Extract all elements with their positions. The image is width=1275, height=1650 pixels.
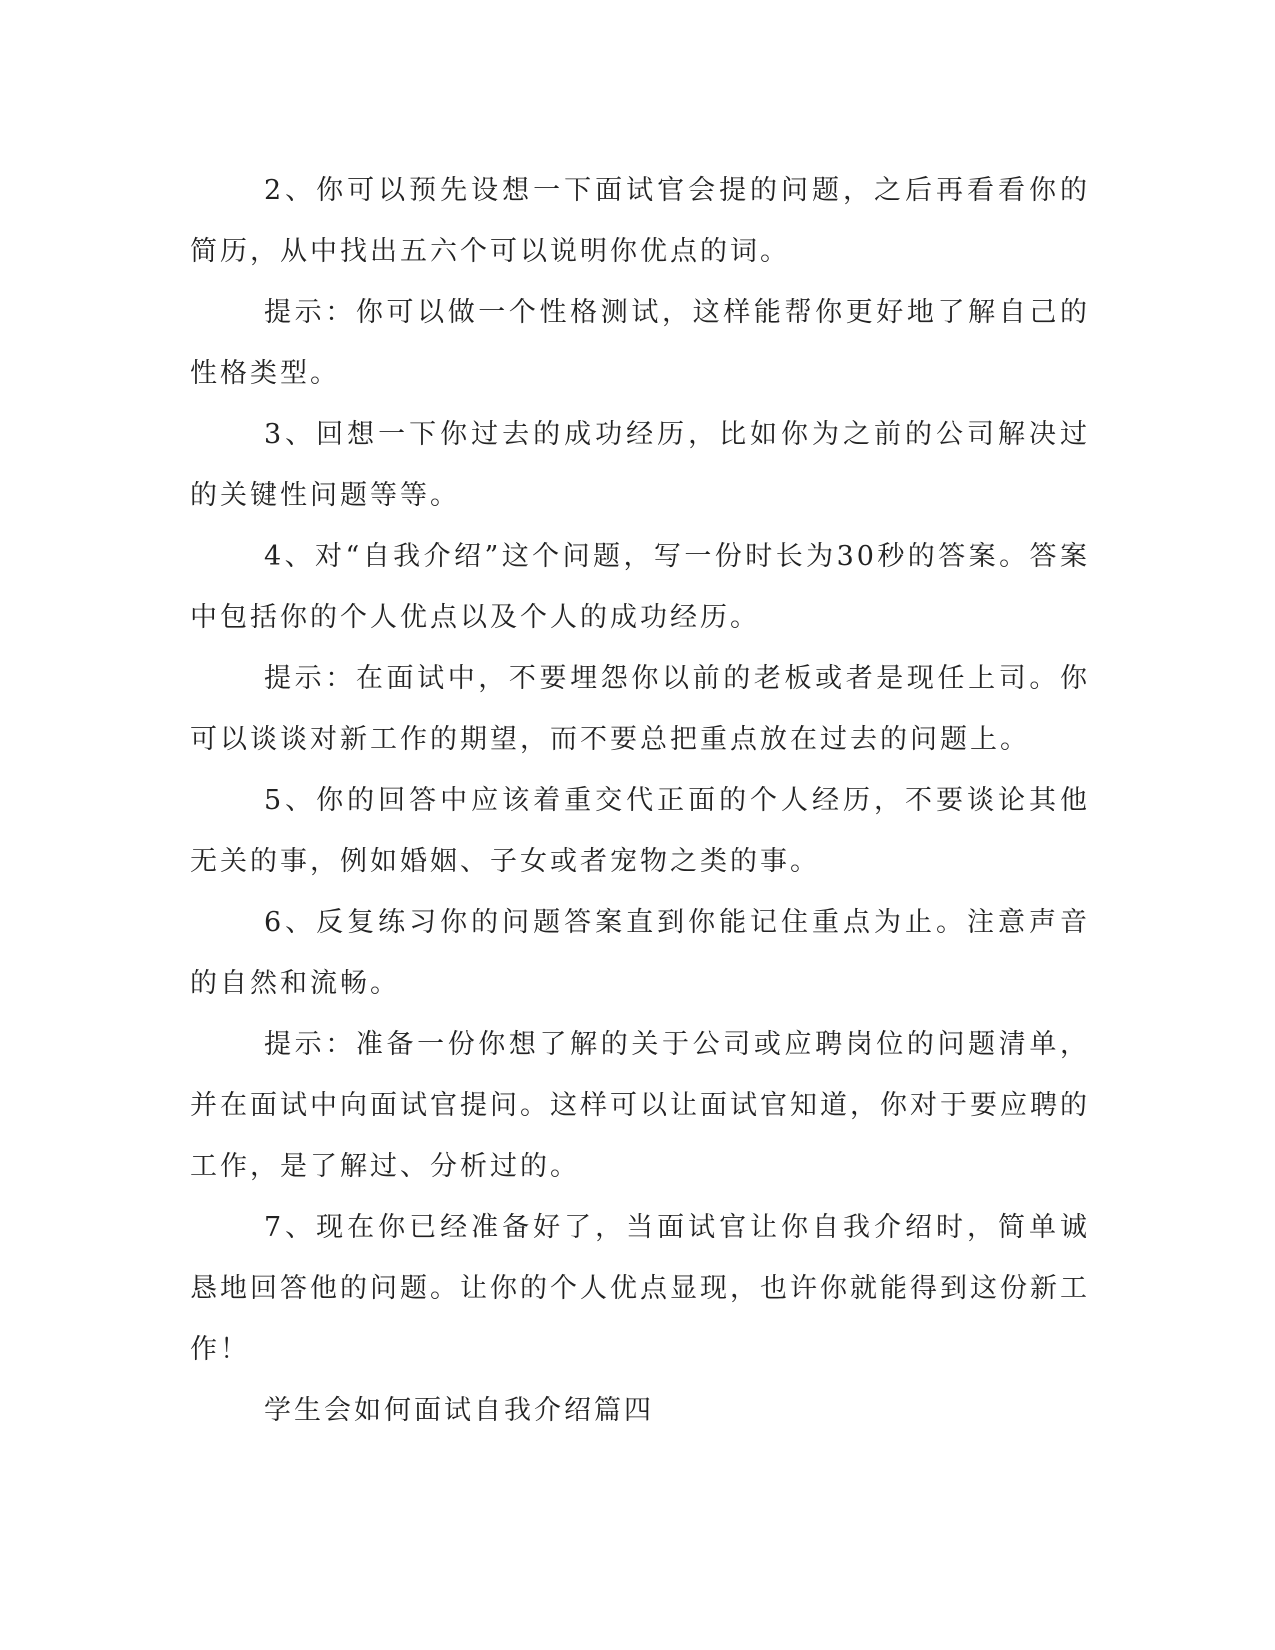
paragraph-tip-5: 5、你的回答中应该着重交代正面的个人经历，不要谈论其他无关的事，例如婚姻、子女或者宠物之类的事。 — [190, 785, 1090, 877]
paragraph-tip-7: 7、现在你已经准备好了，当面试官让你自我介绍时，简单诚恳地回答他的问题。让你的个人优点显现，也许你就能得到这份新工作！ — [190, 1212, 1090, 1365]
paragraph-tip-2: 2、你可以预先设想一下面试官会提的问题，之后再看看你的简历，从中找出五六个可以说明你优点的词。 — [190, 175, 1090, 267]
section-heading: 学生会如何面试自我介绍篇四 — [264, 1395, 654, 1426]
paragraph-hint-question-list: 提示：准备一份你想了解的关于公司或应聘岗位的问题清单，并在面试中向面试官提问。这样可以让面试官知道，你对于要应聘的工作，是了解过、分析过的。 — [190, 1029, 1090, 1182]
paragraph-hint-no-complaints: 提示：在面试中，不要埋怨你以前的老板或者是现任上司。你可以谈谈对新工作的期望，而不要总把重点放在过去的问题上。 — [190, 663, 1090, 755]
paragraph-tip-4: 4、对“自我介绍”这个问题，写一份时长为30秒的答案。答案中包括你的个人优点以及个人的成功经历。 — [190, 541, 1090, 633]
paragraph-tip-3: 3、回想一下你过去的成功经历，比如你为之前的公司解决过的关键性问题等等。 — [190, 419, 1090, 511]
paragraph-tip-6: 6、反复练习你的问题答案直到你能记住重点为止。注意声音的自然和流畅。 — [190, 907, 1090, 999]
paragraph-hint-personality-test: 提示：你可以做一个性格测试，这样能帮你更好地了解自己的性格类型。 — [190, 297, 1090, 389]
document-body — [190, 160, 1090, 1441]
